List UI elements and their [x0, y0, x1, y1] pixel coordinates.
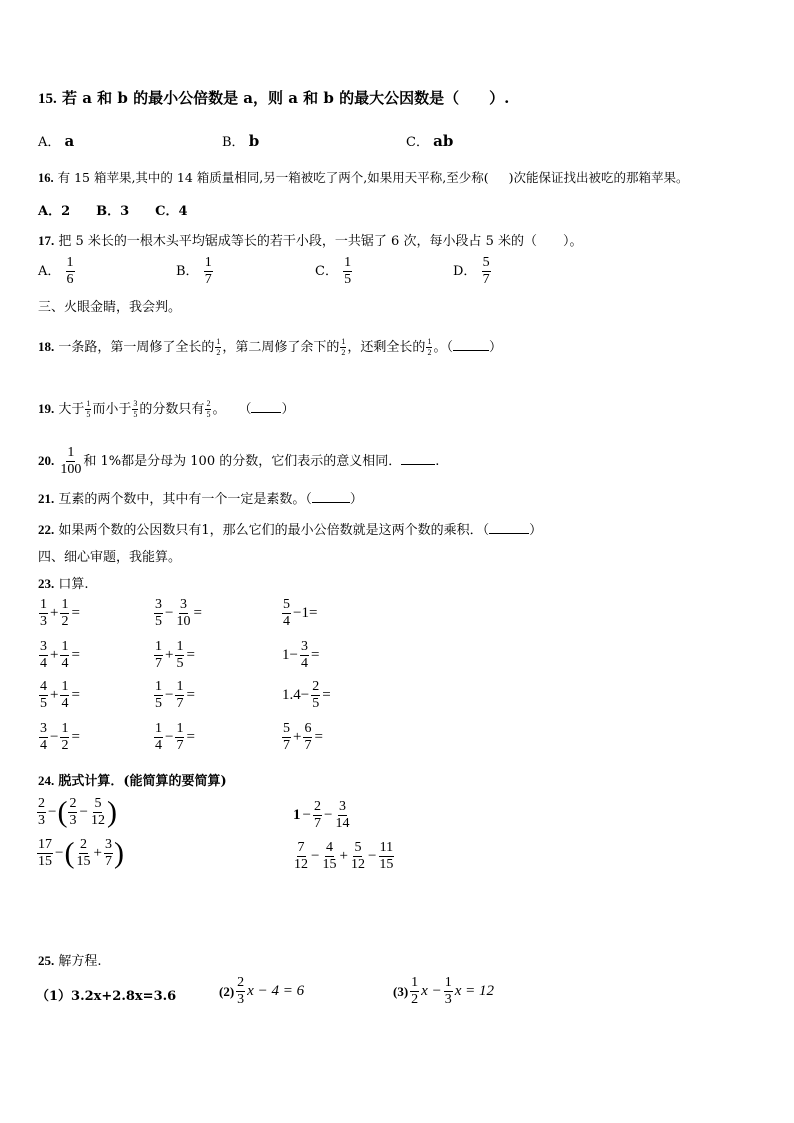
q22: [38, 519, 542, 538]
fraction: $\frac{6}{7}$: [304, 721, 312, 753]
equals: =: [310, 647, 320, 663]
q17-option-a[interactable]: [38, 256, 76, 287]
fraction: $\frac{1}{6}$: [66, 255, 74, 287]
equals: =: [186, 687, 195, 703]
fraction: $\frac{5}{4}$: [283, 597, 290, 629]
fraction: $\frac{5}{7}$: [283, 721, 290, 753]
q18-text: ，第二周修了余下的: [222, 340, 340, 355]
fraction: $\frac{1}{2}$: [411, 975, 419, 1007]
q15: [38, 87, 509, 108]
q16: [38, 168, 688, 186]
section-3-heading: 三、火眼金睛，我会判。: [38, 300, 182, 315]
q15-number: 15.: [38, 91, 57, 107]
q15-option-c[interactable]: [406, 131, 453, 150]
q19-text: ）: [281, 402, 295, 417]
fraction: $\frac{3}{5}$: [155, 597, 162, 629]
q24-title-text: 脱式计算．(能简算的要简算): [58, 774, 227, 789]
q25-title-text: 解方程.: [58, 954, 102, 969]
oral-calc-item[interactable]: [153, 722, 196, 753]
equals: =: [71, 729, 80, 745]
q24-number: 24.: [38, 773, 55, 788]
q17-number: 17.: [38, 233, 55, 248]
q22-number: 22.: [38, 522, 55, 537]
fraction: $\frac{1}{4}$: [61, 679, 69, 711]
option-label: C．: [315, 264, 338, 279]
fraction: $\frac{2}{3}$: [69, 796, 77, 828]
q24-expr-4[interactable]: $\frac{7}{12}$ − $\frac{4}{15}$ + $\frac{5}{12}$ − $\frac{11}{15}$: [294, 840, 394, 872]
operator: +: [293, 729, 302, 745]
equation-mid: x −: [421, 983, 442, 999]
answer-blank[interactable]: [251, 412, 281, 413]
fraction: $\frac{5}{12}$: [90, 796, 105, 828]
fraction: $\frac{1}{5}$: [155, 679, 162, 711]
fraction: $\frac{1}{4}$: [155, 721, 162, 753]
fraction: $\frac{1}{7}$: [155, 639, 162, 671]
answer-blank[interactable]: [312, 502, 350, 503]
operator: −: [165, 605, 174, 621]
operator: +: [50, 605, 59, 621]
q17-option-b[interactable]: [176, 256, 214, 287]
q23-title-text: 口算.: [58, 577, 89, 592]
fraction: $\frac{2}{15}$: [76, 837, 91, 869]
oral-calc-item[interactable]: [38, 722, 81, 753]
whole-number: 1: [293, 807, 301, 823]
operator: −: [50, 729, 59, 745]
fraction: $\frac{1}{5}$: [86, 399, 91, 419]
option-value: b: [248, 132, 260, 150]
option-label: A．: [38, 264, 61, 279]
q24-title: [38, 770, 227, 789]
fraction: $\frac{1}{3}$: [40, 597, 47, 629]
fraction: $\frac{4}{15}$: [322, 840, 337, 872]
q16-options[interactable]: A．2 B．3 C．4: [38, 204, 188, 219]
fraction: $\frac{3}{5}$: [133, 399, 138, 419]
q16-text-a: 有 15 箱苹果,其中的 14 箱质量相同,另一箱被吃了两个,如果用天平称,至少称(: [57, 170, 489, 185]
oral-calc-item[interactable]: [153, 680, 196, 711]
q18-text: 一条路，第一周修了全长的: [58, 340, 215, 355]
q18-text: 。（: [433, 340, 453, 355]
q25-number: 25.: [38, 953, 55, 968]
q17-text: 把 5 米长的一根木头平均锯成等长的若干小段，一共锯了 6 次，每小段占 5 米的（ ）。: [58, 234, 583, 249]
oral-calc-item[interactable]: [281, 722, 324, 753]
q21-number: 21.: [38, 491, 55, 506]
operator: +: [50, 687, 59, 703]
q25-equation-3[interactable]: [392, 976, 495, 1007]
fraction: $\frac{2}{3}$: [38, 796, 45, 828]
fraction: $\frac{2}{7}$: [313, 799, 321, 831]
option-label: B．: [176, 264, 199, 279]
q18-text: ，还剩全长的: [347, 340, 426, 355]
fraction: $\frac{3}{7}$: [104, 837, 112, 869]
q15-option-a[interactable]: [38, 131, 74, 150]
oral-calc-item[interactable]: [281, 598, 318, 629]
q18: [38, 336, 502, 357]
equals: =: [71, 605, 80, 621]
q24-expr-2[interactable]: 1 − $\frac{2}{7}$ − $\frac{3}{14}$: [293, 799, 350, 831]
fraction: $\frac{1}{2}$: [61, 597, 69, 629]
fraction: $\frac{1}{2}$: [216, 337, 221, 357]
equation-rest: x = 12: [454, 983, 494, 999]
operator: −: [165, 687, 174, 703]
fraction: $\frac{1}{100}$: [60, 445, 82, 477]
q19-text: 大于: [58, 402, 85, 417]
answer-blank[interactable]: [401, 464, 435, 465]
q23-number: 23.: [38, 576, 55, 591]
fraction: $\frac{1}{5}$: [176, 639, 184, 671]
fraction: $\frac{2}{5}$: [312, 679, 320, 711]
q16-text-b: )次能保证找出被吃的那箱苹果。: [508, 170, 689, 185]
fraction: $\frac{1}{7}$: [176, 721, 184, 753]
oral-calc-item[interactable]: [281, 640, 320, 671]
equals: =: [71, 647, 80, 663]
equals: =: [314, 729, 323, 745]
q16-number: 16.: [38, 171, 54, 185]
fraction: $\frac{1}{4}$: [61, 639, 69, 671]
fraction: $\frac{3}{4}$: [40, 721, 47, 753]
fraction: $\frac{1}{2}$: [427, 337, 432, 357]
fraction: $\frac{11}{15}$: [379, 840, 394, 872]
fraction: $\frac{3}{4}$: [300, 639, 308, 671]
operator: +: [165, 647, 174, 663]
fraction: $\frac{1}{7}$: [176, 679, 184, 711]
q25-equation-2[interactable]: [218, 976, 305, 1007]
q19-text: 。 （: [212, 402, 252, 417]
q21-text: 互素的两个数中，其中有一个一定是素数。（: [58, 492, 312, 507]
q19-text: 而小于: [92, 402, 132, 417]
fraction: $\frac{5}{7}$: [482, 255, 490, 287]
equation-rest: x − 4 = 6: [247, 983, 305, 999]
oral-calc-item[interactable]: [153, 640, 196, 671]
oral-calc-item[interactable]: [38, 680, 81, 711]
fraction: $\frac{5}{12}$: [350, 840, 365, 872]
fraction: $\frac{1}{5}$: [344, 255, 352, 287]
q15-text: 若 a 和 b 的最小公倍数是 a，则 a 和 b 的最大公因数是（ ）.: [61, 89, 510, 107]
q24-expr-1[interactable]: $\frac{2}{3}$ −( $\frac{2}{3}$ − $\frac{5}{12}$ ): [38, 795, 117, 829]
option-label: D．: [453, 264, 477, 279]
oral-calc-item[interactable]: [153, 598, 203, 629]
equals: =: [193, 605, 202, 621]
fraction: $\frac{3}{4}$: [40, 639, 47, 671]
q25-equation-1[interactable]: （1）3.2x+2.8x=3.6: [36, 989, 177, 1004]
operator: −: [165, 729, 174, 745]
oral-calc-item[interactable]: [38, 598, 81, 629]
option-label: A．: [38, 135, 61, 150]
q22-text: ）: [529, 523, 543, 538]
fraction: $\frac{1}{7}$: [204, 255, 212, 287]
operator: +: [50, 647, 59, 663]
fraction: $\frac{3}{14}$: [335, 799, 350, 831]
equation-label: (3): [393, 983, 409, 999]
option-label: B．: [222, 135, 245, 150]
q17-option-d[interactable]: [453, 256, 492, 287]
equation-label: (2): [219, 983, 235, 999]
q19-number: 19.: [38, 401, 55, 416]
option-label: C．: [406, 135, 429, 150]
q20-number: 20.: [38, 453, 55, 468]
answer-blank[interactable]: [453, 350, 489, 351]
equals: =: [322, 687, 331, 703]
q17: [38, 230, 583, 249]
section-4-heading: 四、细心审题，我能算。: [38, 550, 182, 565]
equals: =: [186, 729, 195, 745]
option-value: a: [64, 132, 75, 150]
fraction: $\frac{2}{3}$: [237, 975, 245, 1007]
answer-blank[interactable]: [489, 533, 529, 534]
fraction: $\frac{2}{5}$: [206, 399, 211, 419]
q20-text: .: [435, 454, 440, 469]
fraction: $\frac{17}{15}$: [38, 837, 52, 869]
fraction: $\frac{1}{3}$: [444, 975, 452, 1007]
q20: [38, 446, 439, 477]
oral-calc-item[interactable]: [38, 640, 81, 671]
q23-title: [38, 573, 89, 592]
equals: =: [186, 647, 195, 663]
whole-number: 1−: [282, 647, 298, 663]
oral-calc-item[interactable]: [281, 680, 332, 711]
q19: [38, 398, 294, 419]
q17-option-c[interactable]: [315, 256, 353, 287]
fraction: $\frac{4}{5}$: [40, 679, 47, 711]
option-value: ab: [433, 132, 454, 150]
q15-option-b[interactable]: [222, 131, 259, 150]
fraction: $\frac{1}{2}$: [341, 337, 346, 357]
q18-number: 18.: [38, 339, 55, 354]
whole-number: 1.4−: [282, 687, 310, 703]
fraction: $\frac{3}{10}$: [176, 597, 191, 629]
q21: [38, 488, 363, 507]
q25-title: [38, 950, 102, 969]
q20-text: 和 1%都是分母为 100 的分数，它们表示的意义相同．: [83, 454, 402, 469]
fraction: $\frac{7}{12}$: [294, 840, 308, 872]
q22-text: 如果两个数的公因数只有1，那么它们的最小公倍数就是这两个数的乘积．（: [58, 523, 490, 538]
fraction: $\frac{1}{2}$: [61, 721, 69, 753]
q24-expr-3[interactable]: $\frac{17}{15}$ −( $\frac{2}{15}$ + $\frac{3}{7}$ ): [38, 836, 124, 870]
q18-text: ）: [488, 340, 502, 355]
operator: −1=: [293, 605, 318, 621]
q19-text: 的分数只有: [139, 402, 205, 417]
equals: =: [71, 687, 80, 703]
q21-text: ）: [349, 492, 363, 507]
